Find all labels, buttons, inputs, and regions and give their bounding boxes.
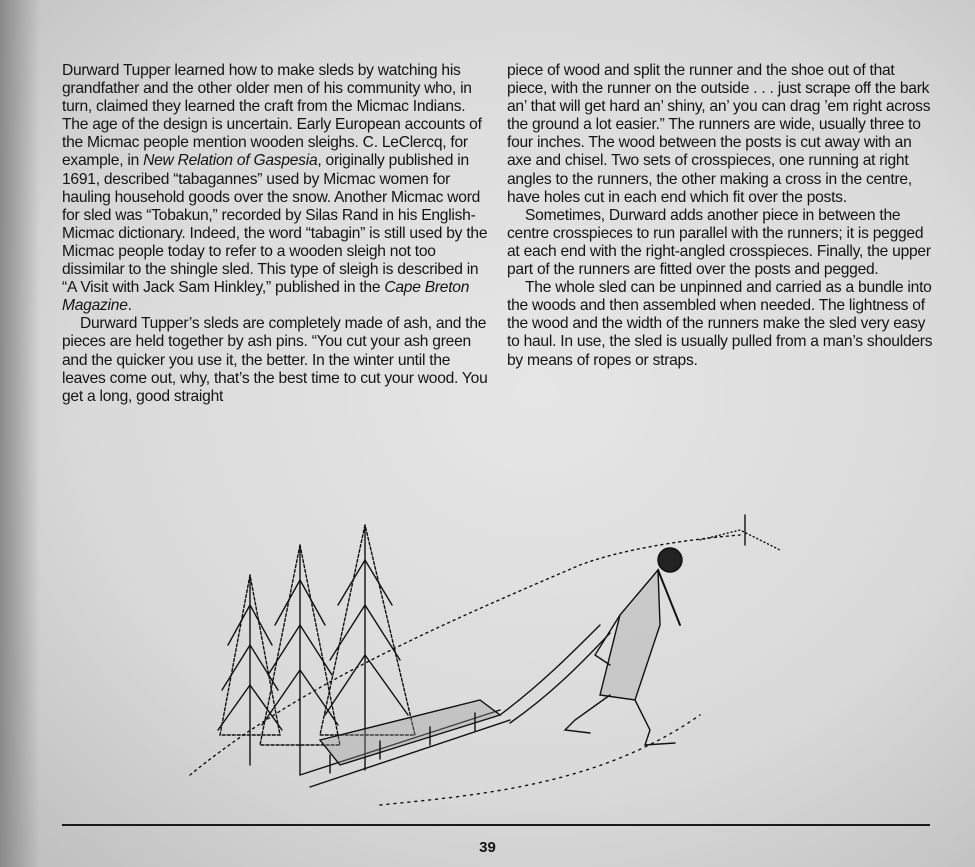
book-title: New Relation of Gaspesia xyxy=(143,152,318,170)
left-paragraph-2: Durward Tupper’s sleds are completely made of ash, and the pieces are held together by ash pins. “You cut your ash green and the quicker you use it, the better. In the winter until the leaves come out, why, that’s the best time to cut your wood. You get a long, good straight xyxy=(62,315,488,405)
right-paragraph-1: piece of wood and split the runner and the shoe out of that piece, with the runner on the outside . . . just scrape off the bark an’ that will get hard an’ shiny, an’ you can drag ’em right across the ground a lot easier.” The runners are wide, usually three to four inches. The wood between the posts is cut away with an axe and chisel. Two sets of crosspieces, one running at right angles to the runners, the other making a cross in the centre, have holes cut in each end which fit over the posts. xyxy=(507,62,931,206)
shingle-sled xyxy=(300,700,510,787)
haul-rope-1 xyxy=(500,625,600,715)
haul-rope-2 xyxy=(510,633,610,723)
pine-tree-left xyxy=(218,575,282,765)
binding-shadow xyxy=(0,0,40,867)
magazine-title: Cape Breton Magazine xyxy=(62,279,470,315)
page-number: 39 xyxy=(479,839,496,856)
sled-hauling-illustration xyxy=(180,505,820,815)
man-pulling-sled xyxy=(565,548,682,745)
right-paragraph-3: The whole sled can be unpinned and carried as a bundle into the woods and then assembled when needed. The lightness of the wood and the width of the runners make the sled very easy to haul. In use, the sled is usually pulled from a man’s shoulders by means of ropes or straps. xyxy=(507,279,933,369)
left-column xyxy=(62,62,490,406)
footer-rule xyxy=(62,824,930,826)
right-column xyxy=(507,62,933,370)
left-paragraph-1: Durward Tupper learned how to make sleds by watching his grandfather and the other older men of his community who, in turn, claimed they learned the craft from the Micmac Indians. The age of the design is uncertain. Early European accounts of the Micmac people mention wooden sleighs. C. LeClercq, for example, in New Relation of Gaspesia, originally published in 1691, described “tabagannes” used by Micmac women for hauling household goods over the snow. Another Micmac word for sled was “Tobakun,” recorded by Silas Rand in his English-Micmac dictionary. Indeed, the word “tabagin” is still used by the Micmac people today to refer to a wooden sleigh not too dissimilar to the shingle sled. This type of sleigh is described in “A Visit with Jack Sam Hinkley,” published in the Cape Breton Magazine. xyxy=(62,62,488,315)
right-paragraph-2: Sometimes, Durward adds another piece in between the centre crosspieces to run parallel with the runners; it is pegged at each end with the right-angled crosspieces. Finally, the upper part of the runners are fitted over the posts and pegged. xyxy=(507,206,931,279)
